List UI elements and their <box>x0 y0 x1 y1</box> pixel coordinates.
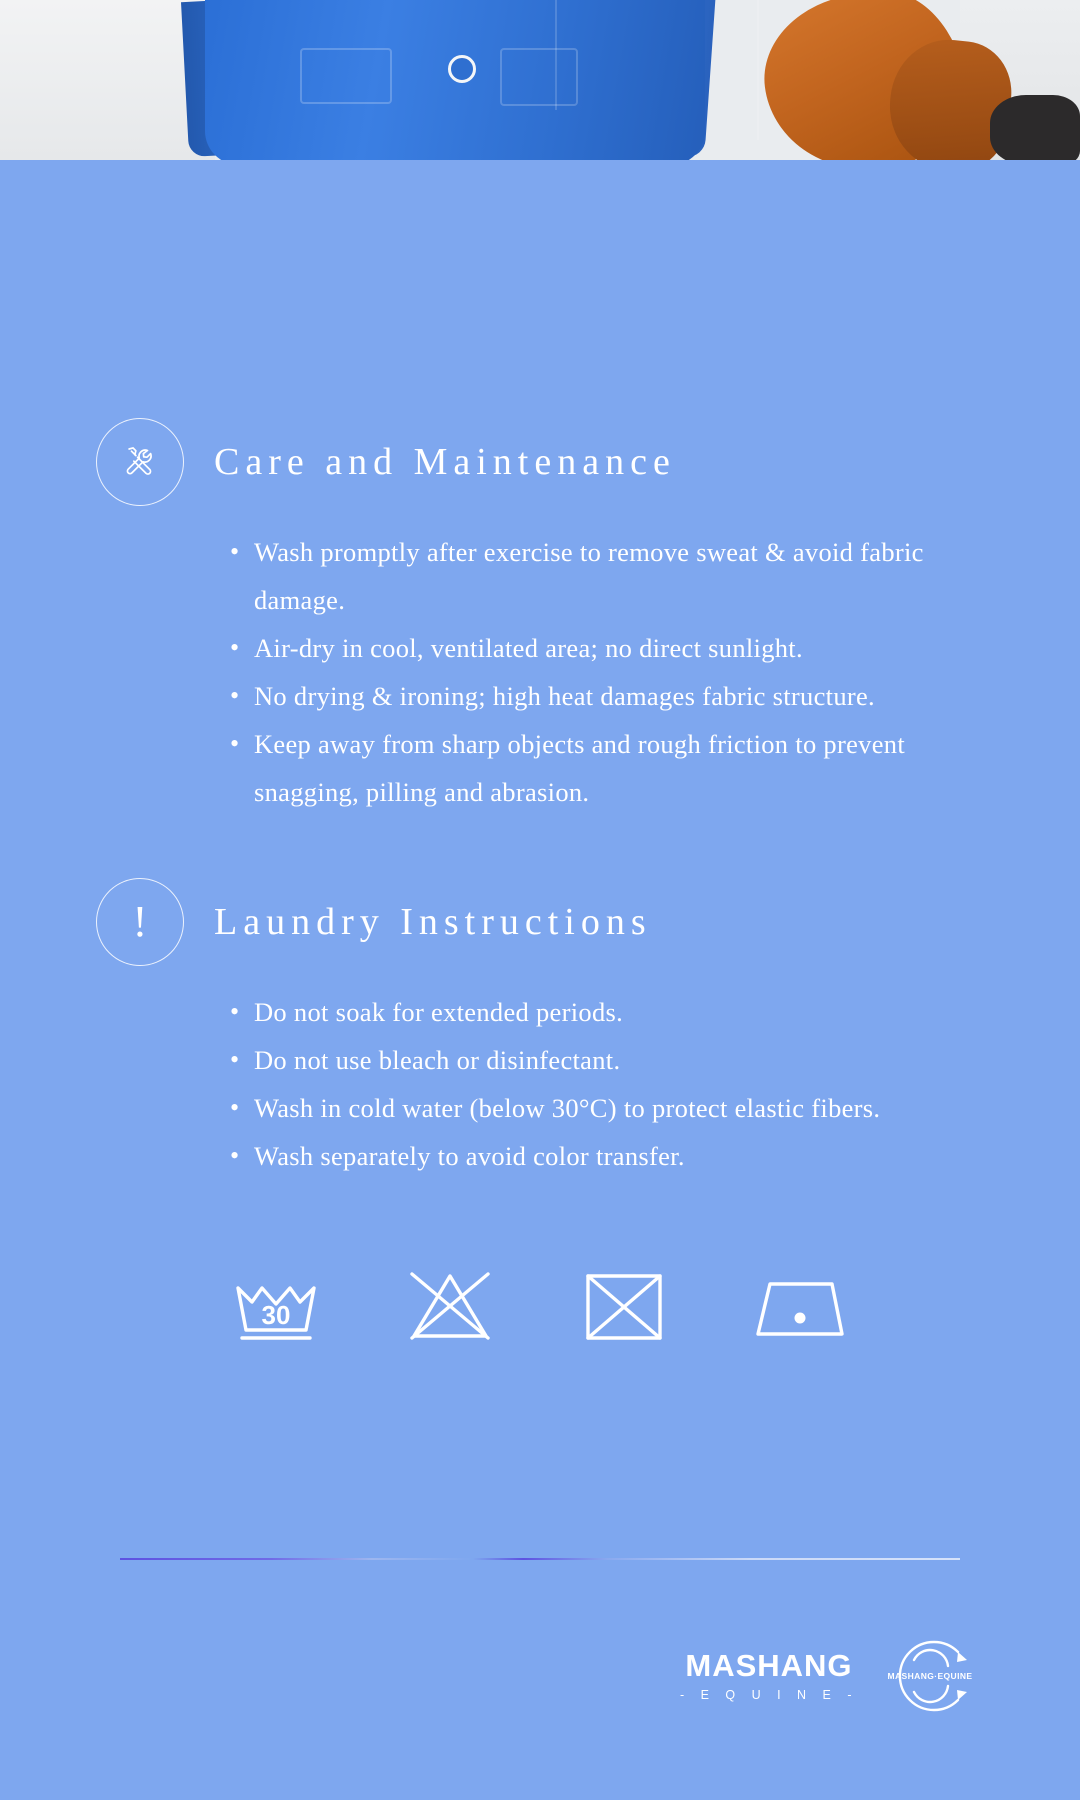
list-item: • Wash promptly after exercise to remove sweat & avoid fabric damage. <box>232 528 970 624</box>
jacket-pocket-left <box>300 48 392 104</box>
list-item: • Do not soak for extended periods. <box>232 988 970 1036</box>
section-title: Laundry Instructions <box>214 901 652 943</box>
section-title: Care and Maintenance <box>214 441 676 483</box>
care-content <box>0 418 1080 1348</box>
footer-brand <box>0 1630 1080 1722</box>
list-item: • Do not use bleach or disinfectant. <box>232 1036 970 1084</box>
laundry-bullet-list <box>0 988 1080 1180</box>
brand-logo-icon <box>884 1630 976 1722</box>
brand-wordmark <box>680 1650 858 1702</box>
list-item: • No drying & ironing; high heat damages fabric structure. <box>232 672 970 720</box>
list-item: • Air-dry in cool, ventilated area; no direct sunlight. <box>232 624 970 672</box>
footer-divider <box>120 1558 960 1560</box>
jacket-pocket-right <box>500 48 578 106</box>
section-laundry-instructions <box>0 878 1080 1180</box>
list-item: • Wash in cold water (below 30°C) to protect elastic fibers. <box>232 1084 970 1132</box>
wash-30-degrees-icon <box>228 1264 324 1348</box>
tools-icon <box>96 418 184 506</box>
brand-tagline: - E Q U I N E - <box>679 1687 858 1702</box>
section-header <box>0 418 1080 506</box>
care-bullet-list <box>0 528 1080 816</box>
svg-text:30: 30 <box>261 1300 291 1330</box>
section-header <box>0 878 1080 966</box>
brand-name: MASHANG <box>685 1648 853 1684</box>
jacket-button <box>448 55 476 83</box>
iron-low-heat-icon <box>750 1264 846 1348</box>
jacket-seam <box>757 0 759 140</box>
section-care-and-maintenance <box>0 418 1080 816</box>
list-item: • Wash separately to avoid color transfer. <box>232 1132 970 1180</box>
horse-body <box>990 95 1080 160</box>
care-symbols-row <box>0 1264 1080 1348</box>
hero-photo <box>0 0 1080 160</box>
do-not-tumble-dry-icon <box>576 1264 672 1348</box>
list-item: • Keep away from sharp objects and rough friction to prevent snagging, pilling and abrasion. <box>232 720 970 816</box>
do-not-bleach-icon <box>402 1264 498 1348</box>
brand-logo-label: MASHANG·EQUINE <box>887 1671 973 1681</box>
exclamation-glyph: ! <box>132 897 148 946</box>
divider-line <box>120 1558 960 1560</box>
exclamation-icon <box>96 878 184 966</box>
